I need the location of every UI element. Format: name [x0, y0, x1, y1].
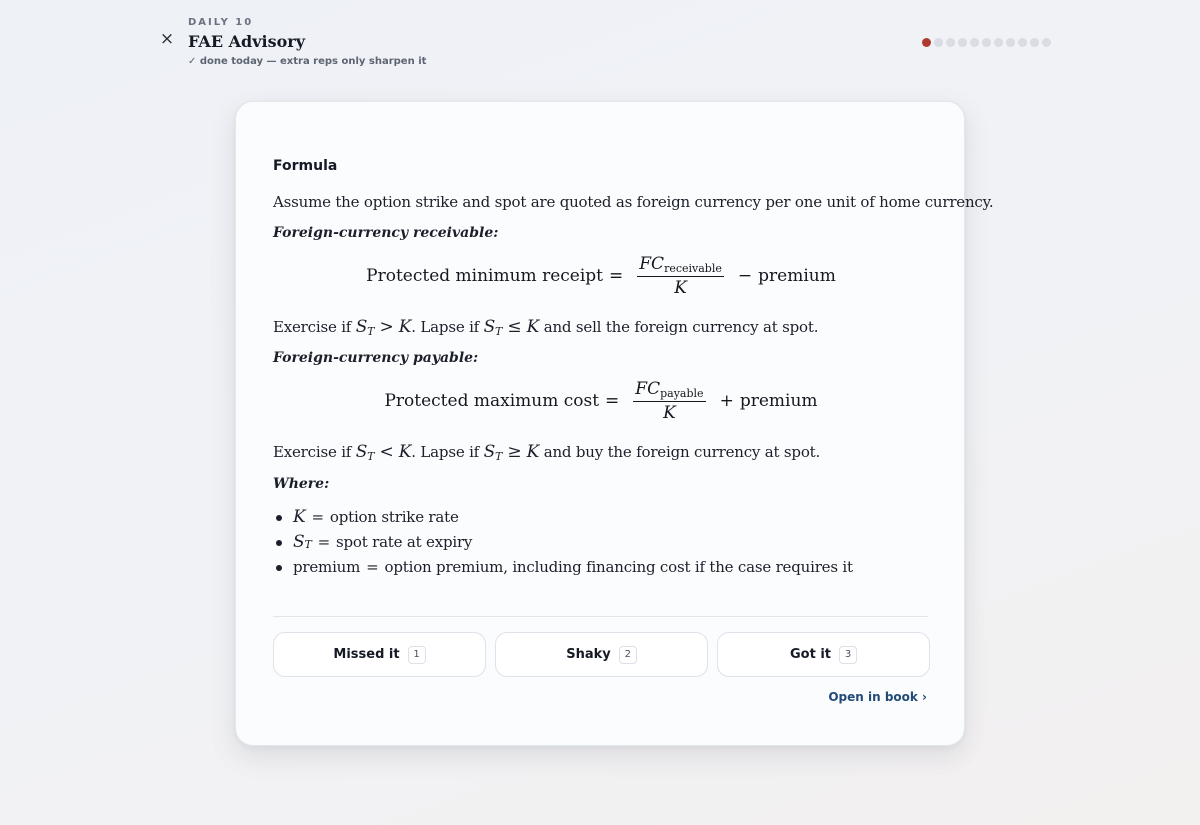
rule-relation: ≥ — [502, 442, 527, 462]
progress-dot — [922, 38, 931, 47]
where-heading: Where: — [273, 476, 330, 492]
numerator-sub: receivable — [664, 262, 722, 275]
shortcut-key: 1 — [408, 646, 426, 664]
button-label: Missed it — [333, 647, 400, 662]
rule-var: K — [526, 442, 540, 462]
payable-heading: Foreign-currency payable: — [273, 350, 479, 366]
list-item — [273, 529, 929, 554]
formula-operator: − — [737, 266, 753, 286]
formula-lhs: Protected minimum receipt — [366, 266, 604, 286]
deck-title: FAE Advisory — [188, 32, 305, 51]
header — [0, 0, 1200, 80]
progress-dot — [994, 38, 1003, 47]
rule-var: S — [355, 442, 368, 462]
progress-dot — [946, 38, 955, 47]
rule-sub: T — [367, 450, 375, 463]
rule-var: S — [355, 317, 368, 337]
progress-dot — [1030, 38, 1039, 47]
numerator-sub: payable — [660, 387, 704, 400]
formula-equals: = — [609, 266, 624, 286]
intro-text: Assume the option strike and spot are quoted as foreign currency per one unit of home currency. — [273, 193, 994, 211]
rule-sub: T — [495, 450, 503, 463]
status-text: ✓ done today — extra reps only sharpen it — [188, 56, 427, 67]
rule-text: . Lapse if — [411, 318, 484, 336]
receivable-heading: Foreign-currency receivable: — [273, 225, 499, 241]
formula-fraction — [633, 379, 705, 423]
definition-symbol: S — [293, 531, 305, 552]
definition-text: spot rate at expiry — [335, 532, 473, 551]
shaky-button[interactable] — [495, 632, 708, 677]
definition-sub: T — [304, 538, 312, 551]
payable-formula — [273, 376, 929, 426]
progress-dot — [934, 38, 943, 47]
formula-tail: premium — [739, 391, 818, 411]
rule-var: K — [526, 317, 540, 337]
formula-equals: = — [605, 391, 620, 411]
rule-text: Exercise if — [273, 318, 356, 336]
progress-dot — [970, 38, 979, 47]
fraction-denominator: K — [663, 403, 676, 423]
fraction-denominator: K — [674, 278, 687, 298]
rule-text: and buy the foreign currency at spot. — [539, 443, 821, 461]
fraction-numerator — [633, 379, 705, 402]
payable-rule — [273, 442, 929, 462]
list-item — [273, 554, 929, 579]
progress-dot — [1042, 38, 1051, 47]
got-it-button[interactable] — [717, 632, 930, 677]
progress-dot — [1006, 38, 1015, 47]
rule-relation: ≤ — [502, 317, 527, 337]
missed-it-button[interactable] — [273, 632, 486, 677]
definition-equals: = — [311, 507, 324, 526]
rule-text: Exercise if — [273, 443, 356, 461]
rule-sub: T — [495, 325, 503, 338]
open-in-book-link[interactable]: Open in book › — [828, 690, 927, 704]
definition-symbol: premium — [293, 557, 361, 576]
receivable-formula — [273, 251, 929, 301]
formula-fraction — [637, 254, 724, 298]
rule-var: K — [398, 442, 412, 462]
shortcut-key: 2 — [619, 646, 637, 664]
formula-operator: + — [719, 391, 734, 411]
list-item — [273, 504, 929, 529]
receivable-rule — [273, 317, 929, 337]
rule-var: S — [483, 442, 496, 462]
rule-var: S — [483, 317, 496, 337]
close-icon[interactable]: × — [159, 28, 175, 49]
rule-sub: T — [367, 325, 375, 338]
formula-tail: premium — [758, 266, 836, 286]
definition-symbol: K — [293, 506, 306, 527]
divider — [273, 616, 928, 617]
flashcard — [235, 101, 994, 746]
shortcut-key: 3 — [839, 646, 857, 664]
definition-text: option strike rate — [329, 507, 459, 526]
rule-text: and sell the foreign currency at spot. — [539, 318, 819, 336]
deck-kicker: DAILY 10 — [188, 17, 254, 28]
definition-equals: = — [317, 532, 330, 551]
rule-text: . Lapse if — [411, 443, 484, 461]
progress-dot — [1018, 38, 1027, 47]
button-label: Got it — [789, 647, 831, 662]
definition-equals: = — [366, 557, 379, 576]
definition-text: option premium, including financing cost if the case requires it — [384, 557, 853, 576]
fraction-numerator — [637, 254, 724, 277]
numerator-var: FC — [639, 254, 665, 274]
definitions-list — [273, 504, 929, 579]
rule-relation: < — [374, 442, 399, 462]
rule-relation: > — [374, 317, 399, 337]
grade-buttons — [273, 632, 930, 677]
card-content — [273, 158, 994, 579]
progress-dot — [958, 38, 967, 47]
progress-dot — [982, 38, 991, 47]
button-label: Shaky — [566, 647, 611, 662]
section-label: Formula — [273, 158, 338, 174]
progress-indicator — [922, 38, 1051, 47]
rule-var: K — [398, 317, 412, 337]
numerator-var: FC — [635, 379, 661, 399]
formula-lhs: Protected maximum cost — [384, 391, 600, 411]
